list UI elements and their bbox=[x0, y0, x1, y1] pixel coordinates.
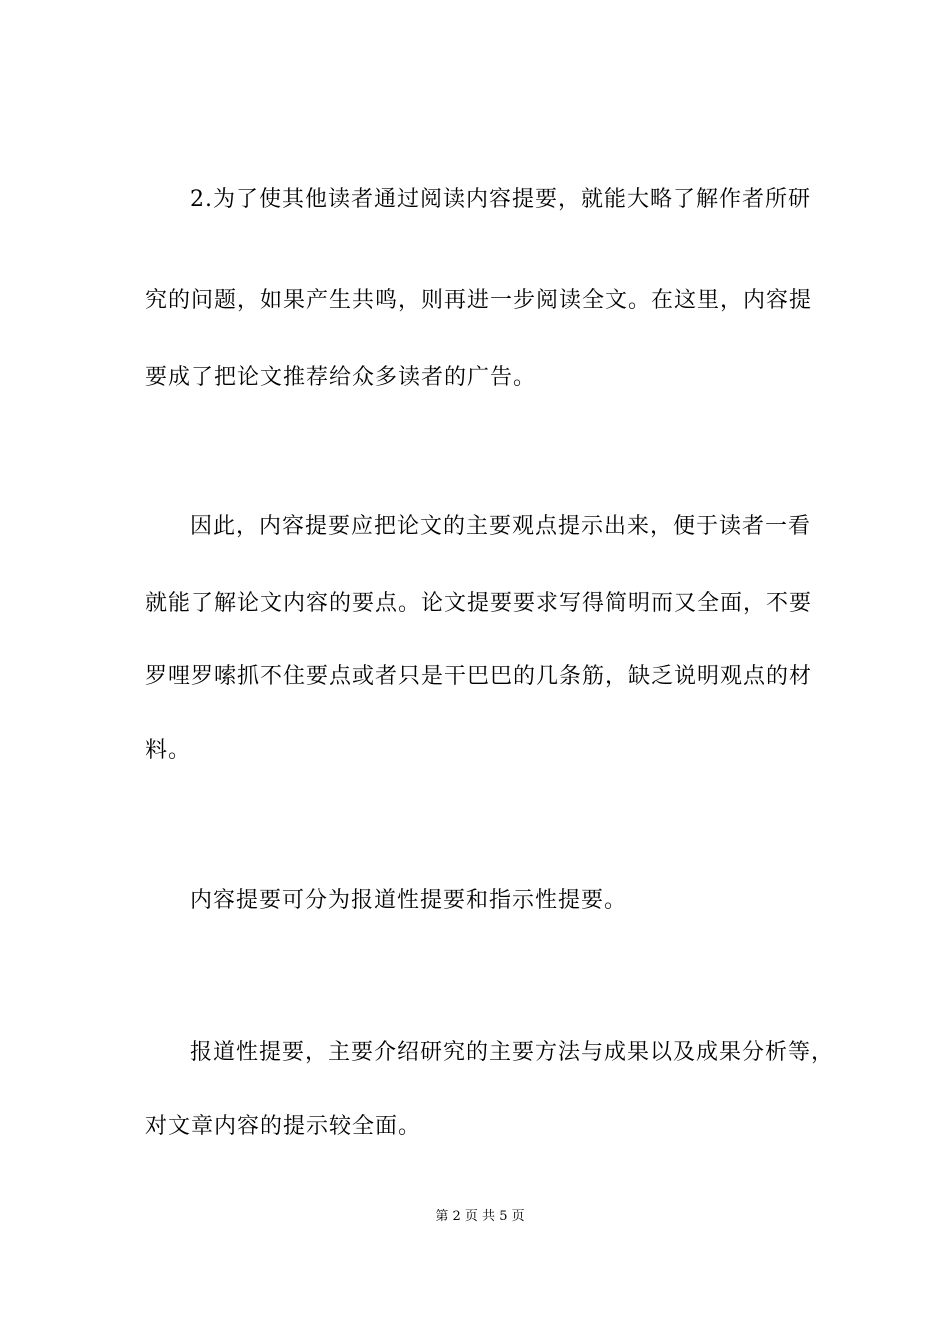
paragraph-4-line-1: 报道性提要，主要介绍研究的主要方法与成果以及成果分析等， bbox=[190, 1040, 835, 1065]
paragraph-2-line-1: 因此，内容提要应把论文的主要观点提示出来，便于读者一看 bbox=[190, 514, 812, 539]
paragraph-3-line-1: 内容提要可分为报道性提要和指示性提要。 bbox=[190, 888, 628, 913]
paragraph-2-line-4: 料。 bbox=[145, 738, 192, 763]
paragraph-1-line-2: 究的问题，如果产生共鸣，则再进一步阅读全文。在这里，内容提 bbox=[145, 288, 813, 313]
paragraph-1-line-1: 2.为了使其他读者通过阅读内容提要，就能大略了解作者所研 bbox=[190, 187, 811, 212]
paragraph-2-line-3: 罗哩罗嗦抓不住要点或者只是干巴巴的几条筋，缺乏说明观点的材 bbox=[145, 664, 813, 689]
paragraph-2-line-2: 就能了解论文内容的要点。论文提要要求写得简明而又全面，不要 bbox=[145, 591, 813, 616]
page-number-footer: 第 2 页 共 5 页 bbox=[435, 1209, 525, 1224]
paragraph-1-line-3: 要成了把论文推荐给众多读者的广告。 bbox=[145, 365, 537, 390]
paragraph-4-line-2: 对文章内容的提示较全面。 bbox=[145, 1114, 422, 1139]
